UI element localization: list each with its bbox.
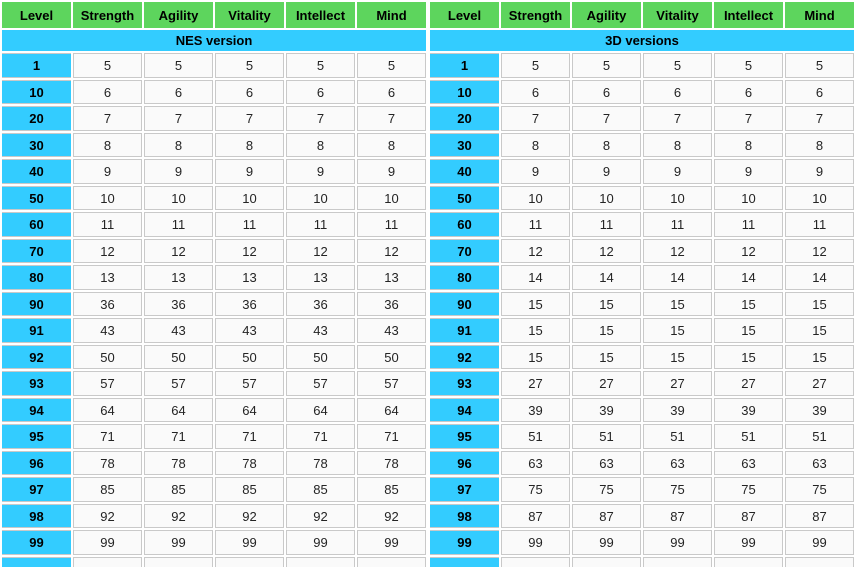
level-cell: 99 xyxy=(430,530,499,555)
stat-cell: 78 xyxy=(357,451,426,475)
stat-cell: 92 xyxy=(215,504,284,528)
stat-cell: 51 xyxy=(785,424,854,449)
level-cell: 95 xyxy=(430,424,499,449)
stat-cell: 50 xyxy=(73,345,142,369)
stat-cell: 63 xyxy=(643,451,712,475)
stat-cell xyxy=(714,557,783,567)
column-header-mind: Mind xyxy=(785,2,854,28)
stat-cell: 27 xyxy=(785,371,854,396)
stat-cell: 63 xyxy=(714,451,783,475)
stat-cell: 5 xyxy=(643,53,712,78)
stat-cell: 51 xyxy=(572,424,641,449)
table-row xyxy=(2,318,426,343)
level-cell: 60 xyxy=(2,212,71,237)
stat-cell: 7 xyxy=(215,106,284,131)
stat-cell: 12 xyxy=(357,239,426,263)
table-row xyxy=(2,106,426,131)
table-row xyxy=(2,504,426,528)
stat-cell: 10 xyxy=(73,186,142,210)
stat-cell: 13 xyxy=(286,265,355,290)
table-row xyxy=(430,530,854,555)
stat-cell: 85 xyxy=(144,477,213,502)
stat-cell: 5 xyxy=(572,53,641,78)
level-cell: 97 xyxy=(430,477,499,502)
stat-cell: 6 xyxy=(714,80,783,104)
stat-cell: 10 xyxy=(357,186,426,210)
level-cell: 80 xyxy=(2,265,71,290)
stat-cell: 14 xyxy=(501,265,570,290)
stat-cell: 6 xyxy=(286,80,355,104)
stat-cell: 99 xyxy=(785,530,854,555)
stat-cell: 11 xyxy=(501,212,570,237)
table-row xyxy=(430,371,854,396)
table-row xyxy=(430,345,854,369)
table-row xyxy=(430,133,854,157)
stat-cell: 9 xyxy=(286,159,355,184)
level-cell: 90 xyxy=(2,292,71,316)
stat-cell: 14 xyxy=(643,265,712,290)
stat-cell: 5 xyxy=(73,53,142,78)
stat-cell: 43 xyxy=(286,318,355,343)
stat-cell: 75 xyxy=(785,477,854,502)
level-cell: 70 xyxy=(2,239,71,263)
stat-cell: 7 xyxy=(357,106,426,131)
stat-cell: 87 xyxy=(572,504,641,528)
table-row xyxy=(2,292,426,316)
stat-cell: 15 xyxy=(643,318,712,343)
stat-cell: 92 xyxy=(286,504,355,528)
stat-cell: 87 xyxy=(714,504,783,528)
stat-cell: 11 xyxy=(215,212,284,237)
table-row xyxy=(2,265,426,290)
cutoff-row xyxy=(2,557,426,567)
stat-cell: 14 xyxy=(572,265,641,290)
level-cell: 93 xyxy=(2,371,71,396)
stat-cell: 9 xyxy=(357,159,426,184)
table-row xyxy=(430,53,854,78)
stat-cell: 64 xyxy=(73,398,142,422)
level-cell: 10 xyxy=(430,80,499,104)
stat-cell: 75 xyxy=(643,477,712,502)
stat-cell: 75 xyxy=(501,477,570,502)
stat-cell: 8 xyxy=(785,133,854,157)
stat-cell: 12 xyxy=(73,239,142,263)
stat-cell xyxy=(785,557,854,567)
table-row xyxy=(2,212,426,237)
stat-cell: 36 xyxy=(73,292,142,316)
column-header-level: Level xyxy=(430,2,499,28)
stat-cell: 36 xyxy=(144,292,213,316)
stat-cell: 15 xyxy=(785,318,854,343)
stat-cell: 12 xyxy=(286,239,355,263)
stat-cell: 12 xyxy=(714,239,783,263)
stat-cell: 78 xyxy=(286,451,355,475)
stat-cell: 6 xyxy=(73,80,142,104)
stat-cell: 39 xyxy=(501,398,570,422)
stat-cell: 43 xyxy=(73,318,142,343)
stat-cell: 85 xyxy=(286,477,355,502)
level-cell: 50 xyxy=(430,186,499,210)
level-cell: 60 xyxy=(430,212,499,237)
level-cell: 10 xyxy=(2,80,71,104)
stat-cell: 6 xyxy=(215,80,284,104)
stat-cell: 13 xyxy=(73,265,142,290)
table-row xyxy=(430,398,854,422)
stat-cell: 85 xyxy=(215,477,284,502)
table-row xyxy=(2,477,426,502)
table-row xyxy=(2,345,426,369)
stat-cell: 5 xyxy=(286,53,355,78)
stat-cell: 15 xyxy=(785,292,854,316)
stat-cell: 39 xyxy=(714,398,783,422)
stat-cell: 10 xyxy=(643,186,712,210)
stat-cell: 7 xyxy=(144,106,213,131)
table-row xyxy=(2,530,426,555)
stat-cell: 14 xyxy=(785,265,854,290)
stat-cell: 51 xyxy=(714,424,783,449)
stat-cell: 99 xyxy=(357,530,426,555)
stat-cell: 5 xyxy=(785,53,854,78)
stat-cell: 11 xyxy=(144,212,213,237)
stat-cell xyxy=(501,557,570,567)
stat-cell: 8 xyxy=(714,133,783,157)
stat-cell: 8 xyxy=(144,133,213,157)
table-row xyxy=(430,106,854,131)
stat-cell: 15 xyxy=(501,292,570,316)
level-cell: 20 xyxy=(430,106,499,131)
stat-cell: 51 xyxy=(501,424,570,449)
stat-cell: 7 xyxy=(73,106,142,131)
stat-cell: 50 xyxy=(357,345,426,369)
stat-cell: 7 xyxy=(714,106,783,131)
stat-cell: 11 xyxy=(643,212,712,237)
stat-cell: 99 xyxy=(643,530,712,555)
stat-cell: 78 xyxy=(215,451,284,475)
stat-cell: 8 xyxy=(215,133,284,157)
stat-cell: 15 xyxy=(714,292,783,316)
stat-cell: 50 xyxy=(286,345,355,369)
stat-cell: 9 xyxy=(215,159,284,184)
table-row xyxy=(430,80,854,104)
stat-cell: 51 xyxy=(643,424,712,449)
level-cell: 30 xyxy=(430,133,499,157)
stat-cell: 15 xyxy=(643,292,712,316)
stat-cell: 7 xyxy=(501,106,570,131)
stat-cell: 15 xyxy=(714,345,783,369)
stat-cell: 7 xyxy=(785,106,854,131)
stat-cell: 8 xyxy=(643,133,712,157)
table-row xyxy=(2,80,426,104)
level-cell: 70 xyxy=(430,239,499,263)
stat-cell: 63 xyxy=(501,451,570,475)
level-cell: 1 xyxy=(430,53,499,78)
stat-cell: 12 xyxy=(144,239,213,263)
stat-cell: 78 xyxy=(73,451,142,475)
stat-cell: 10 xyxy=(572,186,641,210)
stat-cell: 15 xyxy=(714,318,783,343)
stat-cell: 10 xyxy=(501,186,570,210)
stat-cell: 75 xyxy=(572,477,641,502)
stat-cell: 13 xyxy=(357,265,426,290)
column-header-strength: Strength xyxy=(73,2,142,28)
column-header-agility: Agility xyxy=(144,2,213,28)
level-cell: 97 xyxy=(2,477,71,502)
stat-cell: 7 xyxy=(572,106,641,131)
table-row xyxy=(2,398,426,422)
stat-cell: 6 xyxy=(785,80,854,104)
stat-cell: 64 xyxy=(215,398,284,422)
level-cell: 40 xyxy=(2,159,71,184)
stat-cell: 12 xyxy=(643,239,712,263)
stat-cell: 99 xyxy=(144,530,213,555)
stat-cell: 85 xyxy=(357,477,426,502)
stat-cell: 13 xyxy=(215,265,284,290)
level-cell xyxy=(2,557,71,567)
stat-cell: 27 xyxy=(572,371,641,396)
column-header-intellect: Intellect xyxy=(286,2,355,28)
stat-cell: 7 xyxy=(286,106,355,131)
stat-cell: 57 xyxy=(215,371,284,396)
stat-cell: 36 xyxy=(215,292,284,316)
stat-cell xyxy=(73,557,142,567)
stat-cell: 9 xyxy=(501,159,570,184)
stat-cell: 39 xyxy=(572,398,641,422)
stat-cell: 15 xyxy=(643,345,712,369)
stat-cell: 10 xyxy=(215,186,284,210)
table-row xyxy=(430,159,854,184)
stat-cell: 11 xyxy=(714,212,783,237)
stat-cell: 12 xyxy=(785,239,854,263)
table-row xyxy=(2,424,426,449)
level-cell: 20 xyxy=(2,106,71,131)
stat-cell xyxy=(643,557,712,567)
table-row xyxy=(430,239,854,263)
table-row xyxy=(2,53,426,78)
stat-cell: 43 xyxy=(357,318,426,343)
stat-cell: 13 xyxy=(144,265,213,290)
table-row xyxy=(430,451,854,475)
level-cell: 94 xyxy=(2,398,71,422)
level-cell: 96 xyxy=(2,451,71,475)
stat-cell: 12 xyxy=(572,239,641,263)
section-band-3d xyxy=(430,30,854,51)
stat-cell: 71 xyxy=(73,424,142,449)
stat-cell: 10 xyxy=(714,186,783,210)
stat-cell: 87 xyxy=(501,504,570,528)
stat-cell: 15 xyxy=(572,345,641,369)
stat-cell: 6 xyxy=(144,80,213,104)
stat-cell: 63 xyxy=(572,451,641,475)
stat-cell: 7 xyxy=(643,106,712,131)
stat-cell: 11 xyxy=(357,212,426,237)
level-cell: 50 xyxy=(2,186,71,210)
stat-cell: 71 xyxy=(357,424,426,449)
stat-cell: 39 xyxy=(785,398,854,422)
stat-cell: 9 xyxy=(572,159,641,184)
stat-cell: 85 xyxy=(73,477,142,502)
stat-cell: 9 xyxy=(714,159,783,184)
stat-cell: 5 xyxy=(144,53,213,78)
stat-cell: 78 xyxy=(144,451,213,475)
level-cell: 90 xyxy=(430,292,499,316)
stat-cell xyxy=(286,557,355,567)
level-cell: 95 xyxy=(2,424,71,449)
stat-cell: 5 xyxy=(501,53,570,78)
stat-cell: 15 xyxy=(572,318,641,343)
stat-cell: 64 xyxy=(286,398,355,422)
table-row xyxy=(430,292,854,316)
stat-cell: 99 xyxy=(501,530,570,555)
table-row xyxy=(430,318,854,343)
stat-cell: 50 xyxy=(144,345,213,369)
stat-cell: 15 xyxy=(501,318,570,343)
table-row xyxy=(430,186,854,210)
stat-cell: 27 xyxy=(643,371,712,396)
column-header-strength: Strength xyxy=(501,2,570,28)
stat-cell: 6 xyxy=(501,80,570,104)
stat-cell: 11 xyxy=(73,212,142,237)
level-cell: 30 xyxy=(2,133,71,157)
stat-cell: 39 xyxy=(643,398,712,422)
stat-cell: 99 xyxy=(215,530,284,555)
stat-cell: 92 xyxy=(73,504,142,528)
stat-cell xyxy=(215,557,284,567)
stat-cell: 71 xyxy=(286,424,355,449)
stat-cell: 99 xyxy=(286,530,355,555)
stat-cell: 8 xyxy=(357,133,426,157)
level-cell: 92 xyxy=(2,345,71,369)
stat-cell: 5 xyxy=(357,53,426,78)
stat-cell: 87 xyxy=(643,504,712,528)
stat-cell: 92 xyxy=(357,504,426,528)
stat-cell: 11 xyxy=(286,212,355,237)
table-row xyxy=(2,371,426,396)
level-cell: 98 xyxy=(2,504,71,528)
stat-cell: 10 xyxy=(785,186,854,210)
stat-cell: 9 xyxy=(785,159,854,184)
table-row xyxy=(430,212,854,237)
stat-cell: 6 xyxy=(357,80,426,104)
stat-cell: 36 xyxy=(286,292,355,316)
stat-cell: 99 xyxy=(572,530,641,555)
stat-cell: 10 xyxy=(144,186,213,210)
stat-cell: 9 xyxy=(73,159,142,184)
column-header-agility: Agility xyxy=(572,2,641,28)
level-cell: 1 xyxy=(2,53,71,78)
stat-cell: 14 xyxy=(714,265,783,290)
level-cell: 92 xyxy=(430,345,499,369)
column-header-row xyxy=(2,2,426,28)
stat-cell: 8 xyxy=(73,133,142,157)
stat-cell: 8 xyxy=(286,133,355,157)
section-band-nes xyxy=(2,30,426,51)
column-header-level: Level xyxy=(2,2,71,28)
level-cell: 93 xyxy=(430,371,499,396)
column-header-vitality: Vitality xyxy=(643,2,712,28)
column-header-mind: Mind xyxy=(357,2,426,28)
level-cell: 94 xyxy=(430,398,499,422)
stats-table-3d xyxy=(428,0,856,567)
table-row xyxy=(430,424,854,449)
level-cell: 91 xyxy=(2,318,71,343)
table-row xyxy=(2,186,426,210)
stat-cell: 15 xyxy=(501,345,570,369)
stat-cell: 9 xyxy=(643,159,712,184)
stat-cell: 10 xyxy=(286,186,355,210)
stat-cell: 57 xyxy=(286,371,355,396)
stat-cell: 11 xyxy=(572,212,641,237)
level-cell: 91 xyxy=(430,318,499,343)
stat-cell: 71 xyxy=(215,424,284,449)
stat-cell: 11 xyxy=(785,212,854,237)
table-row xyxy=(2,451,426,475)
stat-cell: 87 xyxy=(785,504,854,528)
column-header-intellect: Intellect xyxy=(714,2,783,28)
stat-cell xyxy=(572,557,641,567)
stat-cell: 8 xyxy=(501,133,570,157)
table-row xyxy=(430,477,854,502)
stat-cell: 57 xyxy=(73,371,142,396)
stat-cell: 5 xyxy=(215,53,284,78)
section-title: 3D versions xyxy=(430,30,854,51)
stat-cell: 6 xyxy=(643,80,712,104)
stat-cell: 64 xyxy=(357,398,426,422)
stat-cell: 12 xyxy=(215,239,284,263)
stat-cell: 12 xyxy=(501,239,570,263)
level-cell: 98 xyxy=(430,504,499,528)
level-cell: 40 xyxy=(430,159,499,184)
stat-cell: 57 xyxy=(144,371,213,396)
level-cell: 96 xyxy=(430,451,499,475)
cutoff-row xyxy=(430,557,854,567)
stat-cell: 15 xyxy=(785,345,854,369)
stat-cell: 8 xyxy=(572,133,641,157)
stat-cell: 27 xyxy=(714,371,783,396)
table-row xyxy=(2,239,426,263)
level-cell xyxy=(430,557,499,567)
table-row xyxy=(430,504,854,528)
stat-cell: 50 xyxy=(215,345,284,369)
stat-cell: 92 xyxy=(144,504,213,528)
column-header-row xyxy=(430,2,854,28)
table-row xyxy=(430,265,854,290)
table-row xyxy=(2,133,426,157)
stat-cell: 99 xyxy=(73,530,142,555)
stat-cell: 6 xyxy=(572,80,641,104)
stat-cell: 99 xyxy=(714,530,783,555)
table-row xyxy=(2,159,426,184)
column-header-vitality: Vitality xyxy=(215,2,284,28)
stat-cell: 5 xyxy=(714,53,783,78)
stat-cell: 43 xyxy=(144,318,213,343)
stat-cell: 15 xyxy=(572,292,641,316)
stat-cell: 27 xyxy=(501,371,570,396)
level-cell: 99 xyxy=(2,530,71,555)
stat-cell: 64 xyxy=(144,398,213,422)
stat-cell: 43 xyxy=(215,318,284,343)
level-cell: 80 xyxy=(430,265,499,290)
stat-cell: 75 xyxy=(714,477,783,502)
stat-cell: 71 xyxy=(144,424,213,449)
section-title: NES version xyxy=(2,30,426,51)
stat-cell xyxy=(144,557,213,567)
stat-cell: 63 xyxy=(785,451,854,475)
stat-cell: 36 xyxy=(357,292,426,316)
stat-cell xyxy=(357,557,426,567)
stat-cell: 9 xyxy=(144,159,213,184)
stat-cell: 57 xyxy=(357,371,426,396)
